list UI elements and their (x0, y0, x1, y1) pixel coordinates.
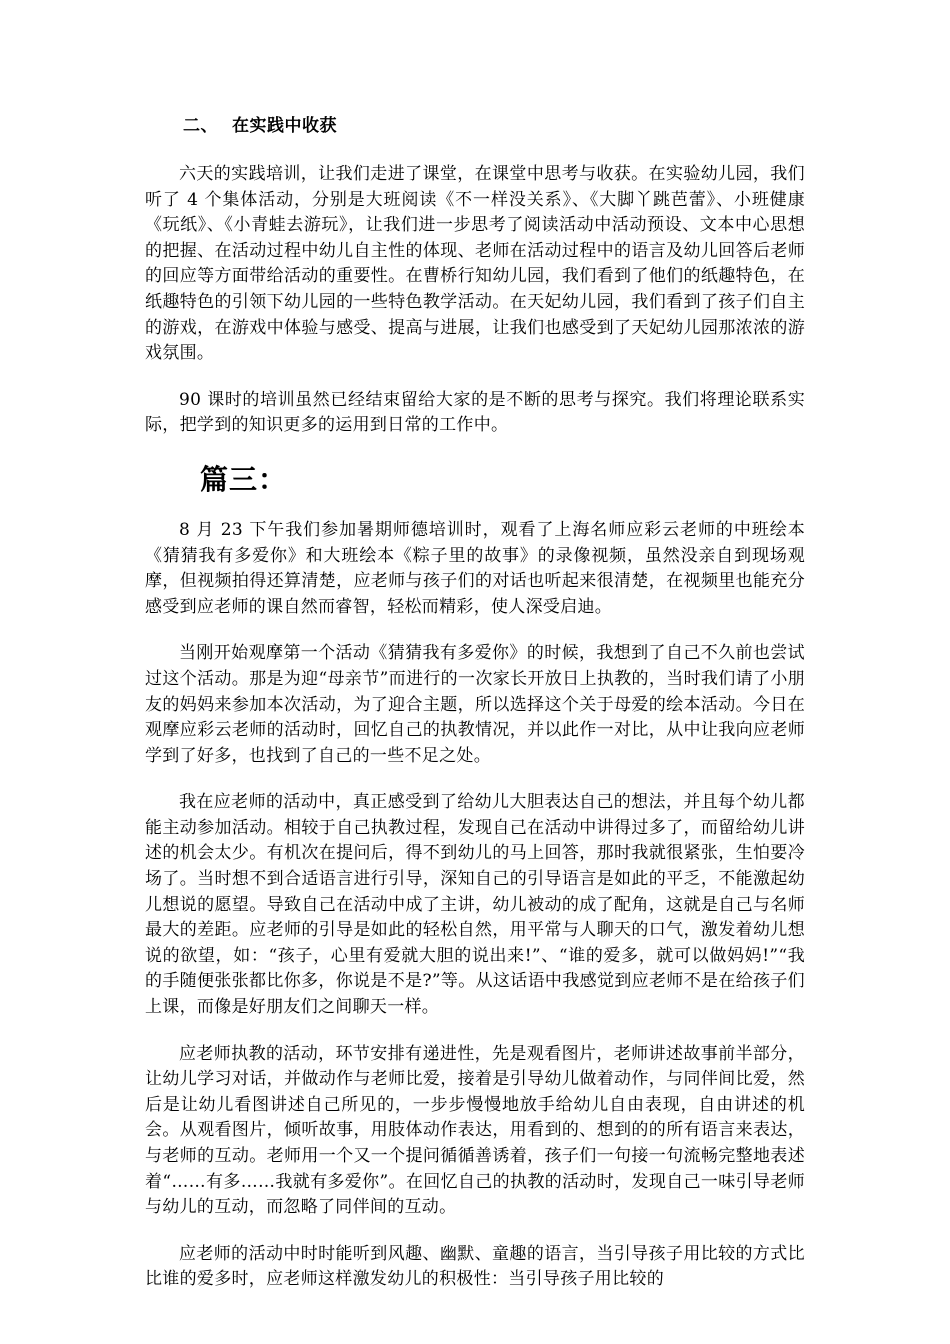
document-page (145, 112, 805, 1314)
section-title: 在实践中收获 (232, 116, 337, 136)
section-number: 二、 (183, 116, 218, 136)
paragraph: 应老师执教的活动，环节安排有递进性，先是观看图片，老师讲述故事前半部分，让幼儿学习对话，并做动作与老师比爱，接着是引导幼儿做着动作，与同伴间比爱，然后是让幼儿看图讲述自己所见的，一步步慢慢地放手给幼儿自由表现，自由讲述的机会。从观看图片，倾听故事，用肢体动作表达，用看到的、想到的的所有语言来表达，与老师的互动。老师用一个又一个提问循循善诱着，孩子们一句接一句流畅完整地表述着“……有多……我就有多爱你”。在回忆自己的执教的活动时，发现自己一味引导老师与幼儿的互动，而忽略了同伴间的互动。 (145, 1043, 805, 1218)
paragraph: 90 课时的培训虽然已经结束留给大家的是不断的思考与探究。我们将理论联系实际，把学到的知识更多的运用到日常的工作中。 (145, 389, 805, 436)
chapter-title: 篇三： (200, 462, 288, 496)
section-heading (183, 112, 805, 140)
paragraph: 当刚开始观摩第一个活动《猜猜我有多爱你》的时候，我想到了自己不久前也尝试过这个活动。那是为迎“母亲节”而进行的一次家长开放日上执教的，当时我们请了小朋友的妈妈来参加本次活动，为了迎合主题，所以选择这个关于母爱的绘本活动。今日在观摩应彩云老师的活动时，回忆自己的执教情况，并以此作一对比，从中让我向应老师学到了好多，也找到了自己的一些不足之处。 (145, 643, 805, 766)
paragraph: 六天的实践培训，让我们走进了课堂，在课堂中思考与收获。在实验幼儿园，我们听了 4 个集体活动，分别是大班阅读《不一样没关系》、《大脚丫跳芭蕾》、小班健康《玩纸》、《小青蛙去游玩》，让我们进一步思考了阅读活动中活动预设、文本中心思想的把握、在活动过程中幼儿自主性的体现、老师在活动过程中的语言及幼儿回答后老师的回应等方面带给活动的重要性。在曹桥行知幼儿园，我们看到了他们的纸趣特色，在纸趣特色的引领下幼儿园的一些特色教学活动。在天妃幼儿园，我们看到了孩子们自主的游戏，在游戏中体验与感受、提高与进展，让我们也感受到了天妃幼儿园那浓浓的游戏氛围。 (145, 164, 805, 364)
paragraph: 8 月 23 下午我们参加暑期师德培训时，观看了上海名师应彩云老师的中班绘本《猜猜我有多爱你》和大班绘本《粽子里的故事》的录像视频，虽然没亲自到现场观摩，但视频拍得还算清楚，应老师与孩子们的对话也听起来很清楚，在视频里也能充分感受到应老师的课自然而睿智，轻松而精彩，使人深受启迪。 (145, 519, 805, 617)
paragraph: 应老师的活动中时时能听到风趣、幽默、童趣的语言，当引导孩子用比较的方式比比谁的爱多时，应老师这样激发幼儿的积极性：当引导孩子用比较的 (145, 1243, 805, 1290)
paragraph: 我在应老师的活动中，真正感受到了给幼儿大胆表达自己的想法，并且每个幼儿都能主动参加活动。相较于自己执教过程，发现自己在活动中讲得过多了，而留给幼儿讲述的机会太少。有机次在提问后，得不到幼儿的马上回答，那时我就很紧张，生怕要冷场了。当时想不到合适语言进行引导，深知自己的引导语言是如此的平乏，不能激起幼儿想说的愿望。导致自己在活动中成了主讲，幼儿被动的成了配角，这就是自己与名师最大的差距。应老师的引导是如此的轻松自然，用平常与人聊天的口气，激发着幼儿想说的欲望，如：“孩子，心里有爱就大胆的说出来!”、“谁的爱多，就可以做妈妈!”“我的手随便张张都比你多，你说是不是?”等。从这话语中我感觉到应老师不是在给孩子们上课，而像是好朋友们之间聊天一样。 (145, 792, 805, 1018)
